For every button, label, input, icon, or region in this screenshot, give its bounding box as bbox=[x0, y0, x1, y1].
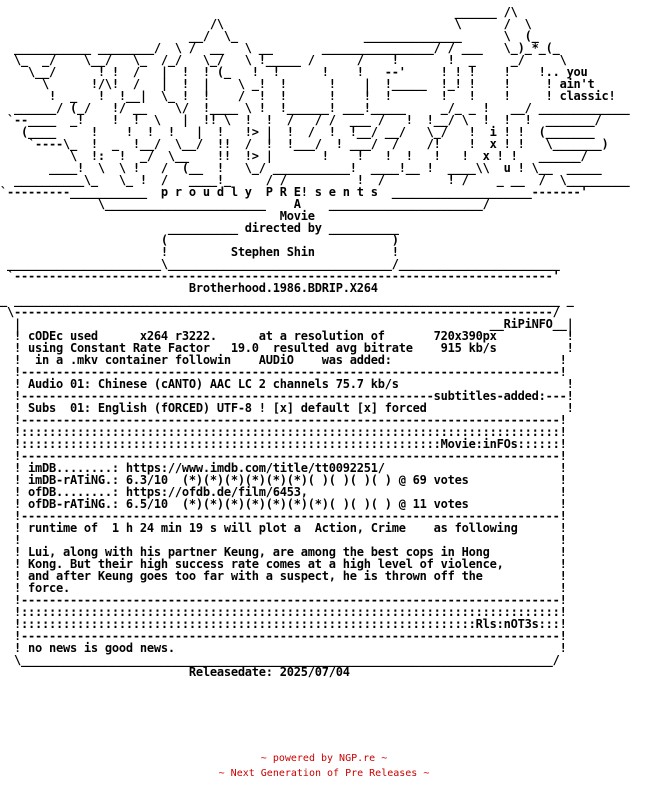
nfo-line: ! force. ! bbox=[0, 581, 567, 595]
nfo-line: ______ /\ bbox=[0, 5, 518, 19]
nfo-line: ! ofDB........: https://ofdb.de/film/6453, ! bbox=[0, 485, 567, 499]
nfo-line: `--____ _! ! ! \ | !! \ ! ! / / / ___ / ! !__/ \ ! ! ! _______/ bbox=[0, 113, 602, 127]
nfo-line: !-----------------------------------------------------------------------------! bbox=[0, 593, 567, 607]
nfo-line: Movie bbox=[0, 209, 315, 223]
nfo-line: \__/ ! ! / | ! ! (_ ! ! ! ! --' ! ! ! ! !.. you bbox=[0, 65, 588, 79]
nfo-line: Brotherhood.1986.BDRIP.X264 bbox=[0, 281, 378, 295]
nfo-line: \_ _/ \__/ \_ /_/ \_/ \ !_____ / / ! ! _ _/ \ bbox=[0, 53, 567, 67]
nfo-line: Releasedate: 2025/07/04 bbox=[0, 665, 350, 679]
nfo-line: ! using Constant Rate Factor 19.0 resulted avg bitrate 915 kb/s ! bbox=[0, 341, 574, 355]
nfo-line: !:::::::::::::::::::::::::::::::::::::::::::::::::::::::::::::::::Rls:nOT3s:::! bbox=[0, 617, 567, 631]
nfo-line: \ !: ! _/ \__ !! !> | ! ! ! ! ! ! x ! ! ______/ bbox=[0, 149, 588, 163]
nfo-line: ! Audio 01: Chinese (cANTO) AAC LC 2 channels 75.7 kb/s ! bbox=[0, 377, 574, 391]
nfo-line: \ !/\! / | ! | \ _! ! ! | !_____ !_! ! ! ! ain't bbox=[0, 77, 595, 91]
nfo-line: __________\_ \_ ! / ____!_ / / ! / ! / _ __ / \_________ bbox=[0, 173, 630, 187]
nfo-line: _ ______________________________________________________________________________ _ bbox=[0, 293, 574, 307]
nfo-line: (____ ! ! ! ! | ! !> | ! / ! !__/ __/ \_/ ! i ! ! (_______ bbox=[0, 125, 595, 139]
nfo-line: !:::::::::::::::::::::::::::::::::::::::::::::::::::::::::::::::::::::::::::::! bbox=[0, 425, 567, 439]
nfo-line: \-----------------------------------------------------------------------------/ bbox=[0, 305, 560, 319]
nfo-line: ! runtime of 1 h 24 min 19 s will plot a Action, Crime as following ! bbox=[0, 521, 567, 535]
nfo-line: ______________________\________________________________/_______________________ bbox=[0, 257, 560, 271]
nfo-line: ! _ ! !__| \_ ! ! / ! ! ! ! ! ! ! ! ! classic! bbox=[0, 89, 616, 103]
nfo-line: ! ! bbox=[0, 533, 567, 547]
nfo-line: !-----------------------------------------------------------------------------! bbox=[0, 365, 567, 379]
nfo-line: __________ directed by __________ bbox=[0, 221, 399, 235]
nfo-line: ______/ (_/ !/ __ \/ !____ \ ! !______! ___!_____ _/_ _ ! __/ _____________ bbox=[0, 101, 630, 115]
nfo-line: | __RiPiNFO__| bbox=[0, 317, 574, 331]
nfo-line: ! and after Keung goes too far with a suspect, he is thrown off the ! bbox=[0, 569, 567, 583]
nfo-text bbox=[0, 6, 648, 678]
nfo-line: !-----------------------------------------------------------------------------! bbox=[0, 449, 567, 463]
nfo-line: ! Lui, along with his partner Keung, are among the best cops in Hong ! bbox=[0, 545, 567, 559]
nfo-line: `---------___________ p r o u d l y P R E! s e n t s ____________________-------' bbox=[0, 185, 588, 199]
nfo-line: `-----------------------------------------------------------------------------' bbox=[0, 269, 560, 283]
nfo-line: !:::::::::::::::::::::::::::::::::::::::::::::::::::::::::::::::::::::::::::::! bbox=[0, 605, 567, 619]
nfo-line: ____! \ \ ! / (__ ! \_/ ___________! ____!__ ! ____\\ u ! \__ _____ bbox=[0, 161, 602, 175]
nfo-line: \____________________________________________________________________________/ bbox=[0, 653, 560, 667]
nfo-line: ( ) bbox=[0, 233, 399, 247]
nfo-line: ___________ ________/ \ / __ \ __ ________________/ / ___ \_)_*_(_ bbox=[0, 41, 560, 55]
powered-by-link[interactable]: ~ powered by NGP.re ~ bbox=[260, 753, 388, 764]
tagline-link[interactable]: ~ Next Generation of Pre Releases ~ bbox=[218, 768, 430, 779]
nfo-line: ! Kong. But their high success rate comes at a high level of violence, ! bbox=[0, 557, 567, 571]
nfo-line: ! cODEc used x264 r3222. at a resolution of 720x390px ! bbox=[0, 329, 574, 343]
nfo-line: ! imDB-rATiNG.: 6.3/10 (*)(*)(*)(*)(*)(*)( )( )( )( ) @ 69 votes ! bbox=[0, 473, 567, 487]
nfo-line: /\ \ / \ bbox=[0, 17, 532, 31]
nfo-line: !-----------------------------------------------------------subtitles-added:---! bbox=[0, 389, 574, 403]
nfo-line: ! Stephen Shin ! bbox=[0, 245, 399, 259]
nfo-line: ! in a .mkv container followin AUDiO was added: ! bbox=[0, 353, 567, 367]
nfo-line: __/ \_ ______________ \ (_ bbox=[0, 29, 539, 43]
nfo-line: !::::::::::::::::::::::::::::::::::::::::::::::::::::::::::::Movie:inFOs::::::! bbox=[0, 437, 567, 451]
nfo-line: !-----------------------------------------------------------------------------! bbox=[0, 413, 567, 427]
nfo-line: !-----------------------------------------------------------------------------! bbox=[0, 509, 567, 523]
nfo-line: `----\_ ! _ !__/ \__/ !! / ! !___/ ! ___/ / /! ! x ! ! \_______) bbox=[0, 137, 609, 151]
nfo-line: ! imDB........: https://www.imdb.com/title/tt0092251/ ! bbox=[0, 461, 567, 475]
nfo-line: ! ofDB-rATiNG.: 6.5/10 (*)(*)(*)(*)(*)(*)(*)( )( )( ) @ 11 votes ! bbox=[0, 497, 567, 511]
nfo-line: \_______________________ A ______________________/ bbox=[0, 197, 490, 211]
nfo-line: ! Subs 01: English (fORCED) UTF-8 ! [x] default [x] forced ! bbox=[0, 401, 574, 415]
nfo-line: !-----------------------------------------------------------------------------! bbox=[0, 629, 567, 643]
nfo-line: ! no news is good news. ! bbox=[0, 641, 567, 655]
